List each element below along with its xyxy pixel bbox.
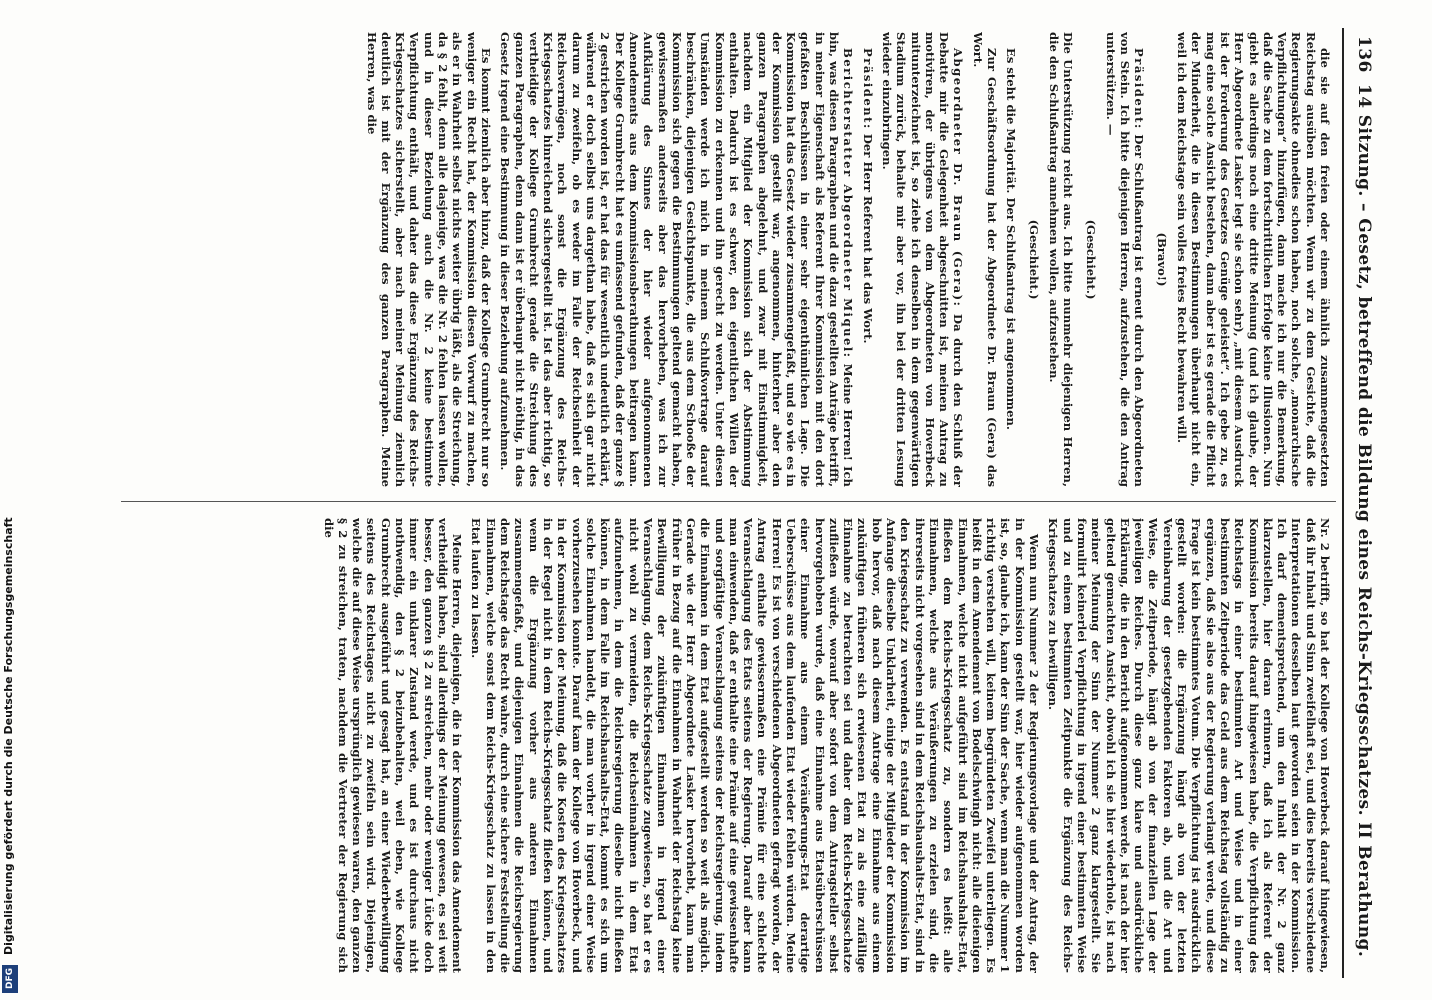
paragraph (1104, 32, 1147, 487)
header-rule (1342, 28, 1344, 978)
paragraph (860, 32, 874, 487)
paragraph-text: Der Herr Referent hat das Wort. (860, 129, 875, 344)
right-text-column (122, 518, 1332, 973)
paragraph-text: Meine Herren, diejenigen, die in der Kommission das Amendement vertheidigt haben, sind allerdings der Meinung gewesen, es sei weit besser, den ganzen § 2 zu streichen, mehr oder weniger Lücke doch immer ein unklarer Zustand werde, und es ist durchaus nicht nothwendig, den § 2 beizubehalten, weil eben, wie Kollege Grumbrecht ausgeführt und gesagt hat, an einer Wiederbewilligung seitens des Reichstages nicht zu zweifeln sein wird. Diejenigen, welche die auf diese Weise ursprünglich gewiesen waren, den ganzen § 2 zu streichen, traten, nachdem die Vertreter der Regierung sich die (321, 518, 465, 973)
speaker-name: Präsident: (1132, 48, 1147, 130)
speaker-name: Berichterstatter Abgeordneter Miquel: (841, 48, 856, 359)
paragraph-text: Meine Herren! Ich bin, was diesen Paragraphen und die dazu gestellten Anträge betrifft, in meiner Eigenschaft als Referent Ihrer Kommission mit den dort gefaßten Beschlüssen in einer sehr eigenthümlichen Lage. Die Kommission hat das Gesetz wieder zusammengefaßt, und so wie es in der Kommission gestellt war, angenommen, hinterher aber den ganzen Paragraphen abgelehnt, und zwar mit Einstimmigkeit, nachdem ein Mitglied der Kommission sich der Abstimmung enthalten. Dadurch ist es schwer, den eigentlichen Willen der Kommission zu erkennen und ihn gerecht zu werden. Unter diesen Umständen werde ich mich in meinem Schlußvortrage darauf beschränken, diejenigen Gesichtspunkte, die aus dem Schooße der Kommission sich gegen die Bestimmungen geltend gemacht haben, gewissermaßen anderseits aber das hervorheben, was ich zur Aufklärung des Sinnes der hier wieder aufgenommenen Amendements aus dem Kommissionsberathungen beitragen kann. Der Kollege Grumbrecht hat es umfassend gefunden, daß der ganze § 2 gestrichen worden ist, er hat das für wesentlich undeutlich erklärt, während er doch selbst uns dargethan habe, daß es sich gar nicht darum zu zweifeln, ob es weder im Falle der Reichseinheit der Reichsvermögen, noch sonst die Ergänzung des Reichs-Kriegsschatzes hinreichend sichergestellt ist. Ist das aber richtig, so vertheidige der Kollege Grumbrecht gerade die Streichung des ganzen Paragraphen, denn dann ist er überhaupt nicht nöthig, in das Gesetz irgend eine Bestimmung in dieser Beziehung aufzunehmen. (498, 32, 856, 487)
paragraph-text: Der Schlußantrag ist erneut durch den Abgeordneten von Stein. Ich bitte diejenigen Herren, aufzustehen, die den Antrag unterstützen. — (1103, 32, 1147, 487)
left-text-column (122, 32, 1332, 487)
paragraph (364, 32, 493, 487)
scanned-page (110, 28, 1380, 978)
paragraph-text: Es kommt ziemlich aber hinzu, daß der Kollege Grumbrecht nur so weniger ein Recht hat, der Kommission diesen Vorwurf zu machen, als er in Wahrheit selbst nichts weiter übrig läßt, als die Streichung, da § 2 fehlt, denn alle dasjenige, was die Nr. 2 fehlen lassen wollen, und in dieser Beziehung auch die Nr. 2 keine bestimmte Verpflichtung enthält, und daher das diese Ergänzung des Reichs-Kriegsschatzes sicherstellt, aber nach meiner Meinung ziemlich deutlich ist mit der Ergänzung des ganzen Paragraphen. Meine Herren, was die (364, 32, 493, 487)
speaker-name: Abgeordneter Dr. Braun (Gera): (951, 48, 966, 308)
paragraph (1004, 32, 1018, 487)
paragraph-text: Die Unterstützung reicht aus. Ich bitte nunmehr diejenigen Herren, die den Schlußantrag annehmen wollen, aufzustehen. (1046, 32, 1076, 487)
stage-direction (1083, 32, 1097, 487)
paragraph-text: Es steht die Majorität. Der Schlußantrag ist angenommen. (1004, 48, 1019, 430)
dfg-logo (2, 965, 18, 993)
page-number: 136 (1354, 36, 1374, 73)
paragraph (1047, 32, 1076, 487)
running-title: 14 Sitzung. – Gesetz, betreffend die Bildung eines Reichs-Kriegsschatzes. II Berathung. (1354, 84, 1374, 958)
paragraph-text: Da durch den Schluß der Debatte mir die Gelegenheit abgeschnitten ist, meinen Antrag zu motiviren, der übrigens von dem Abgeordneten von Hoverbeck mitunterzeichnet ist, so ziehe ich denselben in dem gegenwärtigen Stadium zurück, behalte mir aber vor, ihn bei der dritten Lesung wieder einzubringen. (879, 32, 966, 487)
paragraph-text: (Geschieht.) (1026, 219, 1041, 300)
paragraph-text: Zur Geschäftsordnung hat der Abgeordnete Dr. Braun (Gera) das Wort. (970, 32, 1000, 487)
paragraph (880, 32, 966, 487)
watermark-text: Digitalisierung gefördert durch die Deutsche Forschungsgemeinschaft (2, 517, 15, 955)
column-divider (121, 501, 1336, 502)
paragraph-text: Wenn nun Nummer 2 der Regierungsvorlage und der Antrag, der in der Kommission gestellt war, hier wieder aufgenommen worden ist, so, glaube ich, kann der Sinn der Sache, wenn man die Nummer 1 richtig verstehen will, keinem begründeten Zweifel unterliegen. Es heißt in dem Amendement von Bodelschwingh nicht: alle dieienigen Einnahmen, welche nicht aufgeführt sind im Reichshaushalts-Etat, fließen dem Reichs-Kriegsschatz zu, sondern es heißt: alle Einnahmen, welche aus Veräußerungen zu erzielen sind, die ihrerseits nicht vorgesehen sind in dem Reichshaushalts-Etat, sind in den Kriegsschatz zu verwenden. Es entstand in der Kommission im Anfange dieselbe Unklarheit, einige der Mitglieder der Kommission hob hervor, daß nach diesem Antrage eine Einnahme aus einem zukünftigen früheren sich erwiesenen Etat zu als eine zufällige Einnahme zu betrachten sei und daher dem Reichs-Kriegsschatze zufließen würde, worauf aber sofort von dem Antragsteller selbst hervorgehoben wurde, daß eine Einnahme aus Etatsüberschüssen einer Einnahme aus einem Veräußerungs-Etat derartige Ueberschüsse aus dem laufenden Etat wieder fehlen würden. Meine Herren! Es ist von verschiedenen Abgeordneten gefragt worden, der Antrag enthalte gewissermaßen eine Prämie für eine schlechte Veranschlagung des Etats seitens der Regierung. Darauf aber kann man einwenden, daß er enthalte eine Prämie auf eine gewissenhafte und sorgfältige Veranschlagung seitens der Reichsregierung, indem die Einnahmen in dem Etat aufgestellt werden so weit als möglich. Gerade wie der Herr Abgeordnete Lasker hervorhebt, kann man früher in Bezug auf die Einnahmen in Wahrheit der Reichstag keine Bewilligung der zukünftigen Einnahmen in irgend einer Veranschlagung, dem Reichs-Kriegsschatze zugewiesen, so hat er es nicht wohl zu vermeiden, die Reichseinnahmen in dem Etat aufzunehmen, in dem die Reichsregierung dieselbe nicht fließen können, in dem Falle im Reichshaushalts-Etat, kommt es sich um solche Einnahmen handelt, die man vorher in irgend einer Weise vorherzusehen konnte. Darauf kam der Kollege von Hoverbeck, und in der Kommission der Meinung, daß die Kosten des Kriegsschatzes in der Regel nicht in dem Reichs-Kriegsschatz fließen können, und wenn die Ergänzung vorher aus anderen Einnahmen zusammengefaßt, und diejenigen Einnahmen die Reichsregierung dem Reichstage das Recht wahre, durch eine sichere Feststellung die Einnahmen, welche sonst dem Reichs-Kriegsschatz zu lassen in den Etat laufen zu lassen. (469, 518, 1042, 973)
paragraph (1175, 32, 1332, 487)
paragraph (498, 32, 855, 487)
page-header (1348, 28, 1380, 978)
paragraph-text: Nr. 2 betrifft, so hat der Kollege von Hoverbeck darauf hingewiesen, daß ihr Inhalt und Sinn zweifelhaft sei, und dies bereits verschiedene Interpretationen desselben laut geworden seien in der Kommission. Ich darf dementsprechend, um den Inhalt der Nr. 2 ganz klarzustellen, hier daran erinnern, daß ich als Referent der Kommission bereits darauf hingewiesen habe, die Verpflichtung des Reichstags in einer bestimmten Art und Weise und in einer bestimmten Zeitperiode das Geld aus dem Reichstag vollständig zu ergänzen, daß sie also aus der Regierung verlangt werde, und diese Frage ist kein bestimmtes Votum. Die Verpflichtung ist ausdrücklich gestellt worden: die Ergänzung hängt ab von der letzten Vereinbarung der gesetzgebenden Faktoren ab, und die Art und Weise, die Zeitperiode, hängt ab von der finanziellen Lage der jeweiligen Reiches. Durch diese ganz klare und ausdrückliche Erklärung, die in den Bericht aufgenommen werde, ist nach der hier geltend gemachten Ansicht, obwohl ich sie hier wiederhole, ist nach meiner Meinung der Sinn der Nummer 2 ganz klargestellt. Sie formulirt keinerlei Verpflichtung in irgend einer bestimmten Weise und zu einem bestimmten Zeitpunkte die Ergänzung des Reichs-Kriegsschatzes zu bewilligen. (1046, 518, 1332, 973)
stage-direction (1154, 32, 1168, 487)
paragraph (469, 518, 1041, 973)
paragraph (970, 32, 999, 487)
paragraph (1046, 518, 1332, 973)
paragraph-text: die sie auf den freien oder einem ähnlich zusammengesetzten Reichstag ausüben möchten. Wenn wir zu dem Gesichte, daß die Regierungsakte ohnedies schon haben, noch solche, „monarchische Verpflichtungen“ hinzufügen, dann mache ich nur die Bemerkung, daß die Sache zu dem fortschrittlichen Erfolge keine Illusionen. Nun giebt es allerdings noch eine dritte Meinung (und ich glaube, der Herr Abgeordnete Lasker legt sie schon sehr), „mit diesem Ausdruck ist der Forderung des Gesetzes Genüge geleistet“. Ich gebe zu, es mag eine solche Ansicht bestehen, dann aber ist es gerade die Pflicht der Minderheit, die in diesen Bestimmungen überhaupt nicht ein, weil ich dem Reichstage sein volles freies Recht bewahren will. (1175, 32, 1332, 487)
paragraph (321, 518, 464, 973)
digitization-watermark (2, 517, 18, 1000)
paragraph-text: (Geschieht.) (1083, 219, 1098, 300)
dfg-logo-text: DFG (5, 968, 15, 990)
speaker-name: Präsident: (860, 48, 875, 130)
paragraph-text: (Bravo!) (1154, 232, 1169, 287)
stage-direction (1026, 32, 1040, 487)
